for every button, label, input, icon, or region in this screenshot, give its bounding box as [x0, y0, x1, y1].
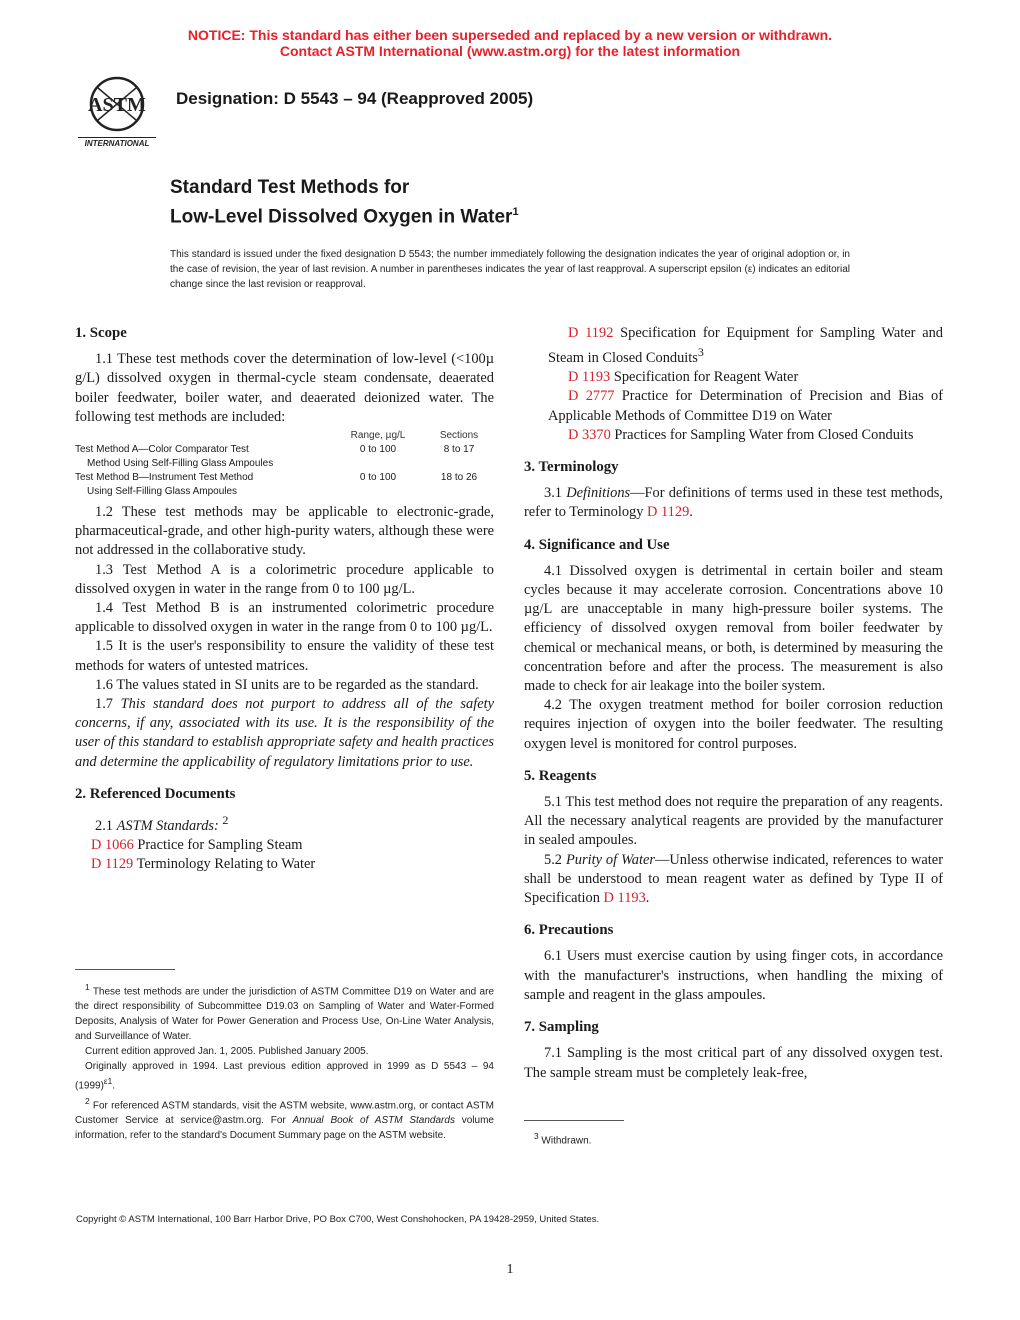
left-column [75, 324, 494, 874]
ref-link-d1066[interactable]: D 1066 [91, 837, 134, 854]
para-3-1-end: . [689, 504, 693, 521]
designation: Designation: D 5543 – 94 (Reapproved 2005) [176, 89, 534, 108]
terminology-link-d1129[interactable]: D 1129 [647, 504, 690, 521]
footnote-2 [75, 1094, 494, 1143]
ref-item-d1066 [75, 836, 494, 855]
purity-label: Purity of Water [565, 851, 655, 868]
method-b-sections: 18 to 26 [440, 472, 478, 484]
footnote-2-text-b: volume information, refer to the standard's Document Summary page on the ASTM website. [75, 1114, 494, 1141]
para-1-2: 1.2 These test methods may be applicable to electronic-grade, pharmaceutical-grade, and other high-purity waters, although these were not addressed in the collaborative study. [75, 504, 494, 559]
ref-item-d2777 [524, 387, 943, 425]
astm-standards-label: ASTM Standards: [116, 817, 219, 834]
footnote-1-mark: 1 [85, 982, 90, 992]
right-footnotes [524, 1129, 943, 1148]
para-5-1: 5.1 This test method does not require the preparation of any reagents. All the necessary analytical reagents are provided by the manufacturer in sealed ampoules. [524, 794, 943, 849]
footnote-divider-left [75, 969, 175, 970]
terminology-heading: 3. Terminology [524, 459, 619, 476]
ref-link-d1192[interactable]: D 1192 [568, 325, 614, 341]
logo-text-bottom: INTERNATIONAL [84, 139, 150, 148]
refdocs-heading: 2. Referenced Documents [75, 785, 236, 802]
para-5-2-text: —Unless otherwise indicated, references to water shall be understood to mean reagent water as defined by Type II of Specification [524, 851, 943, 907]
para-1-4: 1.4 Test Method B is an instrumented colorimetric procedure applicable to dissolved oxygen in water in the range from 0 to 100 µg/L. [75, 600, 494, 636]
method-a-name-cont: Method Using Self-Filling Glass Ampoules [87, 458, 274, 470]
ref-item-d3370 [524, 426, 943, 445]
astm-logo [74, 74, 160, 150]
footnote-1-original-text: Originally approved in 1994. Last previous edition approved in 1999 as D 5543 – 94 (1999) [75, 1061, 494, 1092]
superseded-notice [0, 27, 1020, 59]
col-sections-header: Sections [439, 430, 479, 442]
footnote-2-fnmark: 2 [85, 1095, 90, 1106]
sampling-heading: 7. Sampling [524, 1019, 599, 1036]
method-b-range: 0 to 100 [359, 472, 397, 484]
ref-link-d1193[interactable]: D 1193 [568, 369, 611, 386]
reagents-heading: 5. Reagents [524, 767, 597, 784]
para-5-2-end: . [645, 890, 650, 907]
table-row [75, 443, 497, 471]
footnote-1-original [75, 1059, 494, 1093]
title-line-2: Low-Level Dissolved Oxygen in Water [170, 206, 513, 228]
method-b-name: Test Method B—Instrument Test Method [75, 472, 254, 484]
definitions-label: Definitions [566, 485, 631, 502]
method-b-name-cont: Using Self-Filling Glass Ampoules [87, 486, 238, 498]
issued-note: This standard is issued under the fixed designation D 5543; the number immediately following the designation indicates the year of original adoption or, in the case of revision, the year of last revision. A number in parentheses indicates the year of last reapproval. A superscript epsilon (ε) indicates an editorial change since the last revision or reapproval. [170, 249, 850, 290]
logo-text-top: ASTM [88, 94, 146, 116]
ref-item-d1129 [75, 855, 494, 874]
footnote-1-edition: Current edition approved Jan. 1, 2005. Published January 2005. [85, 1046, 369, 1058]
notice-line-1: NOTICE: This standard has either been superseded and replaced by a new version or withdrawn. [187, 27, 833, 43]
title-line-1: Standard Test Methods for [170, 177, 410, 198]
table-row [75, 471, 497, 499]
para-1-5: 1.5 It is the user's responsibility to ensure the validity of these test methods for waters of untested matrices. [75, 638, 494, 674]
para-4-2: 4.2 The oxygen treatment method for boiler corrosion reduction requires injection of oxygen into the boiler feedwater. The resulting oxygen level is monitored for control purposes. [524, 697, 943, 752]
ref-text-d2777: Practice for Determination of Precision and Bias of Applicable Methods of Committee D19 on Water [548, 388, 943, 424]
footnote-2-mark[interactable]: 2 [222, 813, 229, 828]
scope-heading: 1. Scope [75, 325, 127, 341]
precautions-heading: 6. Precautions [524, 922, 614, 939]
epsilon-sup: ε1 [103, 1076, 113, 1087]
para-1-7-text: This standard does not purport to address all of the safety concerns, if any, associated with its use. It is the responsibility of the user of this standard to establish appropriate safety and health practices and determine the applicability of regulatory limitations prior to use. [75, 696, 494, 770]
para-3-1-num: 3.1 [544, 485, 562, 502]
ref-text-d1066: Practice for Sampling Steam [137, 837, 303, 854]
para-1-6: 1.6 The values stated in SI units are to be regarded as the standard. [95, 676, 479, 693]
para-4-1: 4.1 Dissolved oxygen is detrimental in certain boiler and steam cycles because it may accelerate corrosion. Concentrations above 10 µg/L are unacceptable in many high-pressure boiler systems. The efficiency of dissolved oxygen removal from boiler feedwater by chemical or mechanical means, or both, is determined by measuring the concentration before and after the process. The measurement is also made to check for air leakage into the boiler system. [524, 562, 943, 695]
ref-item-d1192 [524, 324, 943, 368]
ref-text-d1129: Terminology Relating to Water [136, 856, 316, 873]
footnote-3-text: Withdrawn. [541, 1135, 592, 1147]
footnote-1-text: These test methods are under the jurisdiction of ASTM Committee D19 on Water and are the direct responsibility of Subcommittee D19.03 on Sampling of Water and Water-Formed Deposits, Analysis of Water for Power Generation and Process Use, On-Line Water Analysis, and Surveillance of Water. [75, 986, 494, 1043]
left-footnotes [75, 980, 494, 1143]
document-title [170, 175, 519, 229]
significance-heading: 4. Significance and Use [524, 536, 670, 553]
notice-line-2: Contact ASTM International (www.astm.org) for the latest information [279, 43, 741, 59]
para-2-1 [75, 811, 494, 836]
para-6-1: 6.1 Users must exercise caution by using finger cots, in accordance with the manufacturer's instructions, when handling the mixing of sample and reagent in the glass ampoules. [524, 948, 943, 1003]
footnote-1 [75, 980, 494, 1044]
para-1-3: 1.3 Test Method A is a colorimetric procedure applicable to dissolved oxygen in water in the range from 0 to 100 µg/L. [75, 561, 494, 597]
para-1-1: 1.1 These test methods cover the determination of low-level (<100µ g/L) dissolved oxygen in thermal-cycle steam condensate, deaerated boiler feedwater, boiler water, and deaerated deionized water. The following test methods are included: [75, 351, 494, 425]
title-footnote-mark[interactable]: 1 [512, 206, 519, 218]
method-a-sections: 8 to 17 [443, 444, 475, 456]
para-1-7-num: 1.7 [95, 696, 113, 713]
ref-text-d1192: Specification for Equipment for Sampling Water and Steam in Closed Conduits [548, 325, 943, 366]
ref-item-d1193 [524, 368, 943, 387]
footnote-2-text-a: For referenced ASTM standards, visit the ASTM website, www.astm.org, or contact ASTM Customer Service at service@astm.org. For [75, 1099, 494, 1126]
ref-text-d3370: Practices for Sampling Water from Closed Conduits [614, 426, 914, 443]
methods-table [75, 429, 497, 499]
copyright: Copyright © ASTM International, 100 Barr Harbor Drive, PO Box C700, West Conshohocken, PA 19428-2959, United States. [76, 1214, 600, 1225]
para-2-1-num: 2.1 [95, 817, 113, 834]
footnote-3-mark[interactable]: 3 [697, 345, 704, 360]
ref-link-d3370[interactable]: D 3370 [568, 426, 611, 443]
method-a-name: Test Method A—Color Comparator Test [75, 444, 249, 456]
ref-link-d2777[interactable]: D 2777 [568, 388, 615, 405]
para-7-1: 7.1 Sampling is the most critical part of any dissolved oxygen test. The sample stream must be completely leak-free, [524, 1045, 943, 1081]
para-5-2 [524, 851, 943, 909]
para-3-1 [524, 484, 943, 522]
footnote-2-italic: Annual Book of ASTM Standards [292, 1114, 455, 1126]
footnote-3-fnmark: 3 [534, 1131, 539, 1141]
ref-text-d1193: Specification for Reagent Water [613, 369, 799, 386]
page-number: 1 [506, 1262, 514, 1277]
footnote-3 [524, 1129, 943, 1148]
footnote-divider-right [524, 1120, 624, 1121]
para-3-1-text: —For definitions of terms used in these test methods, refer to Terminology [524, 485, 943, 521]
ref-link-d1129[interactable]: D 1129 [91, 856, 134, 873]
col-range-header: Range, µg/L [350, 430, 406, 442]
right-column [524, 324, 943, 1083]
para-1-7 [75, 695, 494, 772]
reagents-link-d1193[interactable]: D 1193 [603, 890, 646, 907]
para-5-2-num: 5.2 [544, 851, 562, 868]
footnote-1-original-end: . [112, 1080, 116, 1092]
method-a-range: 0 to 100 [359, 444, 397, 456]
